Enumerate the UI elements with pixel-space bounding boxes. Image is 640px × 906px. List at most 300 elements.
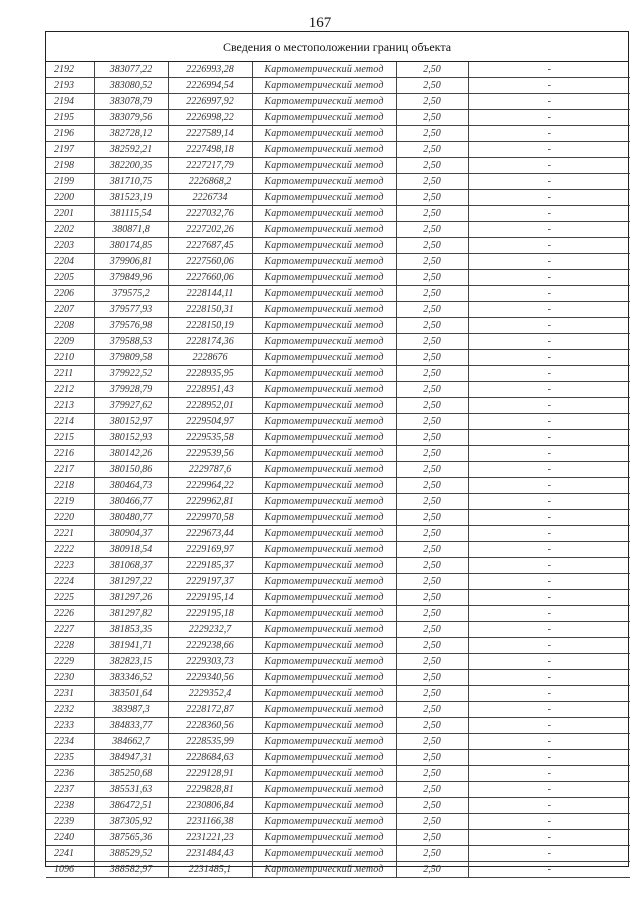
method-cell: Картометрический метод (252, 686, 396, 702)
y-coordinate-cell: 2228935,95 (168, 366, 252, 382)
method-cell: Картометрический метод (252, 350, 396, 366)
y-coordinate-cell: 2229185,37 (168, 558, 252, 574)
point-number-cell: 2195 (46, 110, 94, 126)
method-cell: Картометрический метод (252, 430, 396, 446)
y-coordinate-cell: 2228172,87 (168, 702, 252, 718)
x-coordinate-cell: 381297,26 (94, 590, 168, 606)
table-row (46, 398, 630, 414)
accuracy-cell: 2,50 (396, 654, 468, 670)
table-row (46, 94, 630, 110)
point-number-cell: 2228 (46, 638, 94, 654)
point-number-cell: 2201 (46, 206, 94, 222)
description-cell: - (468, 478, 630, 494)
description-cell: - (468, 654, 630, 670)
point-number-cell: 2194 (46, 94, 94, 110)
method-cell: Картометрический метод (252, 814, 396, 830)
point-number-cell: 2208 (46, 318, 94, 334)
point-number-cell: 2220 (46, 510, 94, 526)
table-row (46, 446, 630, 462)
accuracy-cell: 2,50 (396, 446, 468, 462)
y-coordinate-cell: 2228684,63 (168, 750, 252, 766)
point-number-cell: 2198 (46, 158, 94, 174)
x-coordinate-cell: 380152,93 (94, 430, 168, 446)
x-coordinate-cell: 379575,2 (94, 286, 168, 302)
y-coordinate-cell: 2231484,43 (168, 846, 252, 862)
page-number: 167 (308, 15, 332, 31)
x-coordinate-cell: 382592,21 (94, 142, 168, 158)
method-cell: Картометрический метод (252, 654, 396, 670)
point-number-cell: 2204 (46, 254, 94, 270)
accuracy-cell: 2,50 (396, 398, 468, 414)
point-number-cell: 2237 (46, 782, 94, 798)
description-cell: - (468, 414, 630, 430)
point-number-cell: 2199 (46, 174, 94, 190)
table-row (46, 222, 630, 238)
table-row (46, 782, 630, 798)
table-row (46, 494, 630, 510)
method-cell: Картометрический метод (252, 78, 396, 94)
point-number-cell: 2216 (46, 446, 94, 462)
accuracy-cell: 2,50 (396, 126, 468, 142)
accuracy-cell: 2,50 (396, 542, 468, 558)
point-number-cell: 2202 (46, 222, 94, 238)
method-cell: Картометрический метод (252, 286, 396, 302)
x-coordinate-cell: 379906,81 (94, 254, 168, 270)
description-cell: - (468, 142, 630, 158)
y-coordinate-cell: 2230806,84 (168, 798, 252, 814)
description-cell: - (468, 174, 630, 190)
point-number-cell: 2241 (46, 846, 94, 862)
accuracy-cell: 2,50 (396, 350, 468, 366)
method-cell: Картометрический метод (252, 494, 396, 510)
description-cell: - (468, 702, 630, 718)
x-coordinate-cell: 379809,58 (94, 350, 168, 366)
x-coordinate-cell: 388529,52 (94, 846, 168, 862)
method-cell: Картометрический метод (252, 462, 396, 478)
table-row (46, 846, 630, 862)
y-coordinate-cell: 2226734 (168, 190, 252, 206)
method-cell: Картометрический метод (252, 238, 396, 254)
y-coordinate-cell: 2229340,56 (168, 670, 252, 686)
table-row (46, 702, 630, 718)
accuracy-cell: 2,50 (396, 814, 468, 830)
method-cell: Картометрический метод (252, 782, 396, 798)
y-coordinate-cell: 2228952,01 (168, 398, 252, 414)
table-row (46, 270, 630, 286)
accuracy-cell: 2,50 (396, 622, 468, 638)
y-coordinate-cell: 2229535,58 (168, 430, 252, 446)
description-cell: - (468, 382, 630, 398)
x-coordinate-cell: 380904,37 (94, 526, 168, 542)
y-coordinate-cell: 2229673,44 (168, 526, 252, 542)
description-cell: - (468, 398, 630, 414)
y-coordinate-cell: 2229787,6 (168, 462, 252, 478)
accuracy-cell: 2,50 (396, 718, 468, 734)
table-row (46, 766, 630, 782)
accuracy-cell: 2,50 (396, 510, 468, 526)
table-row (46, 430, 630, 446)
accuracy-cell: 2,50 (396, 750, 468, 766)
point-number-cell: 2196 (46, 126, 94, 142)
accuracy-cell: 2,50 (396, 702, 468, 718)
table-row (46, 190, 630, 206)
x-coordinate-cell: 387305,92 (94, 814, 168, 830)
x-coordinate-cell: 379922,52 (94, 366, 168, 382)
y-coordinate-cell: 2227560,06 (168, 254, 252, 270)
method-cell: Картометрический метод (252, 526, 396, 542)
description-cell: - (468, 270, 630, 286)
x-coordinate-cell: 380174,85 (94, 238, 168, 254)
y-coordinate-cell: 2228951,43 (168, 382, 252, 398)
method-cell: Картометрический метод (252, 270, 396, 286)
description-cell: - (468, 206, 630, 222)
description-cell: - (468, 558, 630, 574)
method-cell: Картометрический метод (252, 318, 396, 334)
y-coordinate-cell: 2228174,36 (168, 334, 252, 350)
x-coordinate-cell: 379849,96 (94, 270, 168, 286)
table-row (46, 670, 630, 686)
method-cell: Картометрический метод (252, 190, 396, 206)
accuracy-cell: 2,50 (396, 830, 468, 846)
accuracy-cell: 2,50 (396, 382, 468, 398)
accuracy-cell: 2,50 (396, 62, 468, 78)
point-number-cell: 2197 (46, 142, 94, 158)
description-cell: - (468, 638, 630, 654)
description-cell: - (468, 318, 630, 334)
table-row (46, 558, 630, 574)
accuracy-cell: 2,50 (396, 206, 468, 222)
x-coordinate-cell: 381297,82 (94, 606, 168, 622)
point-number-cell: 2217 (46, 462, 94, 478)
accuracy-cell: 2,50 (396, 78, 468, 94)
method-cell: Картометрический метод (252, 846, 396, 862)
point-number-cell: 2232 (46, 702, 94, 718)
accuracy-cell: 2,50 (396, 302, 468, 318)
table-row (46, 622, 630, 638)
table-row (46, 126, 630, 142)
table-row (46, 302, 630, 318)
x-coordinate-cell: 381115,54 (94, 206, 168, 222)
method-cell: Картометрический метод (252, 174, 396, 190)
point-number-cell: 2226 (46, 606, 94, 622)
table-row (46, 462, 630, 478)
accuracy-cell: 2,50 (396, 798, 468, 814)
point-number-cell: 2227 (46, 622, 94, 638)
accuracy-cell: 2,50 (396, 734, 468, 750)
table-row (46, 526, 630, 542)
point-number-cell: 1096 (46, 862, 94, 878)
point-number-cell: 2235 (46, 750, 94, 766)
table-row (46, 366, 630, 382)
y-coordinate-cell: 2227589,14 (168, 126, 252, 142)
x-coordinate-cell: 380150,86 (94, 462, 168, 478)
y-coordinate-cell: 2227498,18 (168, 142, 252, 158)
table-row (46, 750, 630, 766)
point-number-cell: 2222 (46, 542, 94, 558)
description-cell: - (468, 718, 630, 734)
point-number-cell: 2193 (46, 78, 94, 94)
x-coordinate-cell: 379928,79 (94, 382, 168, 398)
accuracy-cell: 2,50 (396, 862, 468, 878)
description-cell: - (468, 126, 630, 142)
y-coordinate-cell: 2228535,99 (168, 734, 252, 750)
x-coordinate-cell: 379577,93 (94, 302, 168, 318)
method-cell: Картометрический метод (252, 206, 396, 222)
description-cell: - (468, 462, 630, 478)
description-cell: - (468, 686, 630, 702)
description-cell: - (468, 190, 630, 206)
y-coordinate-cell: 2227217,79 (168, 158, 252, 174)
accuracy-cell: 2,50 (396, 574, 468, 590)
x-coordinate-cell: 380918,54 (94, 542, 168, 558)
x-coordinate-cell: 381297,22 (94, 574, 168, 590)
point-number-cell: 2209 (46, 334, 94, 350)
point-number-cell: 2225 (46, 590, 94, 606)
method-cell: Картометрический метод (252, 558, 396, 574)
accuracy-cell: 2,50 (396, 478, 468, 494)
point-number-cell: 2211 (46, 366, 94, 382)
point-number-cell: 2231 (46, 686, 94, 702)
method-cell: Картометрический метод (252, 702, 396, 718)
y-coordinate-cell: 2231166,38 (168, 814, 252, 830)
method-cell: Картометрический метод (252, 590, 396, 606)
y-coordinate-cell: 2226998,22 (168, 110, 252, 126)
y-coordinate-cell: 2229352,4 (168, 686, 252, 702)
x-coordinate-cell: 382728,12 (94, 126, 168, 142)
y-coordinate-cell: 2226868,2 (168, 174, 252, 190)
x-coordinate-cell: 381523,19 (94, 190, 168, 206)
table-row (46, 686, 630, 702)
x-coordinate-cell: 385250,68 (94, 766, 168, 782)
method-cell: Картометрический метод (252, 158, 396, 174)
description-cell: - (468, 862, 630, 878)
table-row (46, 286, 630, 302)
table-row (46, 574, 630, 590)
description-cell: - (468, 670, 630, 686)
x-coordinate-cell: 380480,77 (94, 510, 168, 526)
accuracy-cell: 2,50 (396, 254, 468, 270)
accuracy-cell: 2,50 (396, 462, 468, 478)
table-row (46, 830, 630, 846)
x-coordinate-cell: 380464,73 (94, 478, 168, 494)
table-row (46, 798, 630, 814)
description-cell: - (468, 750, 630, 766)
x-coordinate-cell: 383078,79 (94, 94, 168, 110)
method-cell: Картометрический метод (252, 398, 396, 414)
method-cell: Картометрический метод (252, 862, 396, 878)
accuracy-cell: 2,50 (396, 270, 468, 286)
y-coordinate-cell: 2229970,58 (168, 510, 252, 526)
x-coordinate-cell: 383346,52 (94, 670, 168, 686)
y-coordinate-cell: 2231221,23 (168, 830, 252, 846)
accuracy-cell: 2,50 (396, 638, 468, 654)
x-coordinate-cell: 380466,77 (94, 494, 168, 510)
method-cell: Картометрический метод (252, 606, 396, 622)
description-cell: - (468, 334, 630, 350)
description-cell: - (468, 446, 630, 462)
x-coordinate-cell: 379927,62 (94, 398, 168, 414)
x-coordinate-cell: 384833,77 (94, 718, 168, 734)
x-coordinate-cell: 380871,8 (94, 222, 168, 238)
accuracy-cell: 2,50 (396, 670, 468, 686)
y-coordinate-cell: 2229238,66 (168, 638, 252, 654)
accuracy-cell: 2,50 (396, 318, 468, 334)
table-row (46, 318, 630, 334)
description-cell: - (468, 574, 630, 590)
y-coordinate-cell: 2228676 (168, 350, 252, 366)
table-row (46, 382, 630, 398)
y-coordinate-cell: 2229303,73 (168, 654, 252, 670)
method-cell: Картометрический метод (252, 798, 396, 814)
x-coordinate-cell: 383987,3 (94, 702, 168, 718)
y-coordinate-cell: 2226994,54 (168, 78, 252, 94)
point-number-cell: 2213 (46, 398, 94, 414)
accuracy-cell: 2,50 (396, 430, 468, 446)
boundary-table-frame (45, 31, 629, 875)
method-cell: Картометрический метод (252, 302, 396, 318)
accuracy-cell: 2,50 (396, 766, 468, 782)
x-coordinate-cell: 384947,31 (94, 750, 168, 766)
y-coordinate-cell: 2227687,45 (168, 238, 252, 254)
table-row (46, 862, 630, 878)
description-cell: - (468, 366, 630, 382)
table-row (46, 814, 630, 830)
x-coordinate-cell: 381710,75 (94, 174, 168, 190)
point-number-cell: 2223 (46, 558, 94, 574)
description-cell: - (468, 254, 630, 270)
accuracy-cell: 2,50 (396, 94, 468, 110)
x-coordinate-cell: 381853,35 (94, 622, 168, 638)
accuracy-cell: 2,50 (396, 782, 468, 798)
y-coordinate-cell: 2229169,97 (168, 542, 252, 558)
table-row (46, 542, 630, 558)
method-cell: Картометрический метод (252, 574, 396, 590)
x-coordinate-cell: 379588,53 (94, 334, 168, 350)
method-cell: Картометрический метод (252, 142, 396, 158)
y-coordinate-cell: 2229197,37 (168, 574, 252, 590)
method-cell: Картометрический метод (252, 254, 396, 270)
description-cell: - (468, 782, 630, 798)
coordinates-table-body (46, 62, 630, 878)
table-row (46, 206, 630, 222)
table-row (46, 238, 630, 254)
table-row (46, 638, 630, 654)
description-cell: - (468, 494, 630, 510)
table-row (46, 62, 630, 78)
x-coordinate-cell: 379576,98 (94, 318, 168, 334)
description-cell: - (468, 238, 630, 254)
y-coordinate-cell: 2228144,11 (168, 286, 252, 302)
accuracy-cell: 2,50 (396, 686, 468, 702)
point-number-cell: 2218 (46, 478, 94, 494)
x-coordinate-cell: 382200,35 (94, 158, 168, 174)
accuracy-cell: 2,50 (396, 238, 468, 254)
x-coordinate-cell: 387565,36 (94, 830, 168, 846)
x-coordinate-cell: 383079,56 (94, 110, 168, 126)
method-cell: Картометрический метод (252, 510, 396, 526)
x-coordinate-cell: 382823,15 (94, 654, 168, 670)
description-cell: - (468, 734, 630, 750)
method-cell: Картометрический метод (252, 414, 396, 430)
method-cell: Картометрический метод (252, 222, 396, 238)
y-coordinate-cell: 2229962,81 (168, 494, 252, 510)
accuracy-cell: 2,50 (396, 174, 468, 190)
x-coordinate-cell: 388582,97 (94, 862, 168, 878)
table-row (46, 654, 630, 670)
y-coordinate-cell: 2228360,56 (168, 718, 252, 734)
method-cell: Картометрический метод (252, 766, 396, 782)
table-row (46, 158, 630, 174)
description-cell: - (468, 526, 630, 542)
x-coordinate-cell: 384662,7 (94, 734, 168, 750)
method-cell: Картометрический метод (252, 126, 396, 142)
point-number-cell: 2221 (46, 526, 94, 542)
description-cell: - (468, 830, 630, 846)
method-cell: Картометрический метод (252, 94, 396, 110)
accuracy-cell: 2,50 (396, 366, 468, 382)
accuracy-cell: 2,50 (396, 190, 468, 206)
point-number-cell: 2236 (46, 766, 94, 782)
x-coordinate-cell: 381941,71 (94, 638, 168, 654)
table-row (46, 350, 630, 366)
method-cell: Картометрический метод (252, 542, 396, 558)
table-row (46, 334, 630, 350)
y-coordinate-cell: 2229128,91 (168, 766, 252, 782)
method-cell: Картометрический метод (252, 670, 396, 686)
y-coordinate-cell: 2229195,18 (168, 606, 252, 622)
point-number-cell: 2200 (46, 190, 94, 206)
y-coordinate-cell: 2229964,22 (168, 478, 252, 494)
accuracy-cell: 2,50 (396, 590, 468, 606)
method-cell: Картометрический метод (252, 622, 396, 638)
point-number-cell: 2192 (46, 62, 94, 78)
point-number-cell: 2230 (46, 670, 94, 686)
table-row (46, 414, 630, 430)
y-coordinate-cell: 2229828,81 (168, 782, 252, 798)
description-cell: - (468, 766, 630, 782)
table-row (46, 142, 630, 158)
description-cell: - (468, 606, 630, 622)
accuracy-cell: 2,50 (396, 558, 468, 574)
table-row (46, 254, 630, 270)
method-cell: Картометрический метод (252, 62, 396, 78)
table-row (46, 110, 630, 126)
description-cell: - (468, 94, 630, 110)
description-cell: - (468, 350, 630, 366)
method-cell: Картометрический метод (252, 830, 396, 846)
method-cell: Картометрический метод (252, 478, 396, 494)
accuracy-cell: 2,50 (396, 606, 468, 622)
method-cell: Картометрический метод (252, 446, 396, 462)
coordinates-table (46, 62, 630, 878)
accuracy-cell: 2,50 (396, 526, 468, 542)
y-coordinate-cell: 2229539,56 (168, 446, 252, 462)
description-cell: - (468, 158, 630, 174)
description-cell: - (468, 798, 630, 814)
y-coordinate-cell: 2228150,19 (168, 318, 252, 334)
point-number-cell: 2219 (46, 494, 94, 510)
point-number-cell: 2239 (46, 814, 94, 830)
table-row (46, 590, 630, 606)
point-number-cell: 2215 (46, 430, 94, 446)
table-row (46, 78, 630, 94)
accuracy-cell: 2,50 (396, 222, 468, 238)
method-cell: Картометрический метод (252, 110, 396, 126)
description-cell: - (468, 110, 630, 126)
point-number-cell: 2206 (46, 286, 94, 302)
method-cell: Картометрический метод (252, 638, 396, 654)
accuracy-cell: 2,50 (396, 414, 468, 430)
